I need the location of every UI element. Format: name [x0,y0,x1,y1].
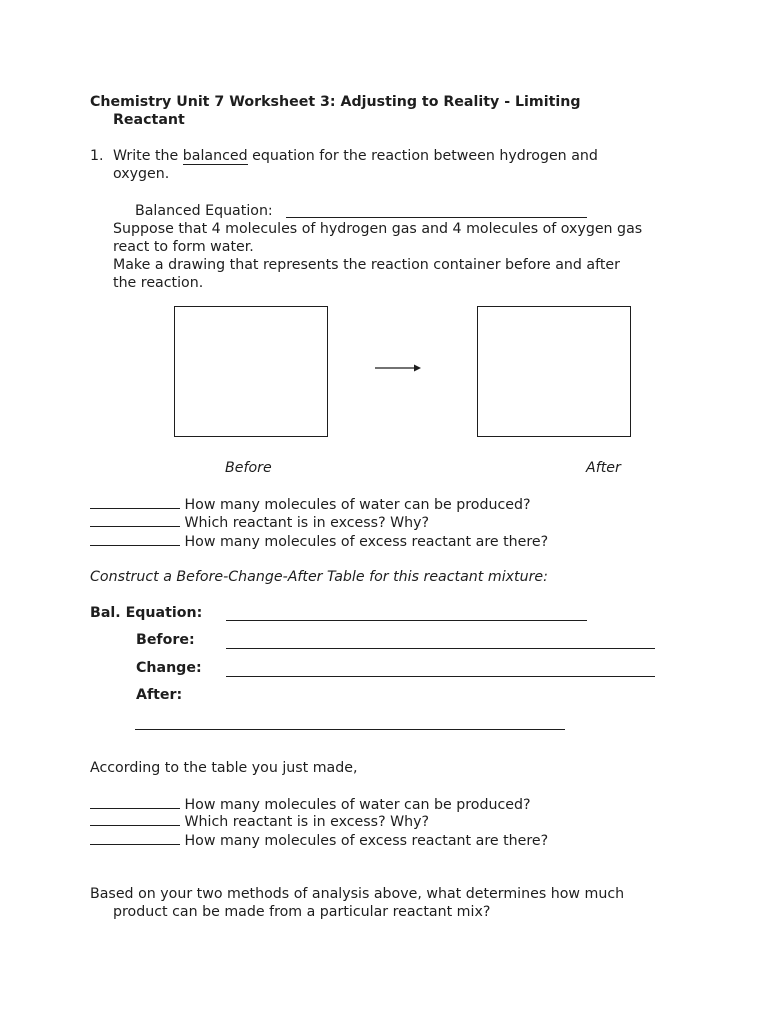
q1-prompt-underlined: balanced [182,148,248,164]
answer-blank[interactable] [90,532,180,546]
question-row [90,532,548,551]
bca-after-blank[interactable] [135,729,565,730]
question-text: Which reactant is in excess? Why? [184,515,430,531]
final-question: Based on your two methods of analysis above, what determines how much [90,886,625,902]
question-row [90,513,429,532]
question-text: How many molecules of water can be produced? [184,497,531,513]
after-caption: After [586,460,621,476]
question-text: How many molecules of excess reactant are there? [184,833,549,849]
answer-blank[interactable] [90,795,180,809]
before-caption: Before [225,460,272,476]
bca-change-blank[interactable] [226,676,655,677]
q1-number: 1. [90,148,104,164]
bca-change-label: Change: [136,660,202,676]
answer-blank[interactable] [90,812,180,826]
bca-after-label: After: [136,687,183,703]
before-drawing-box[interactable] [174,306,328,437]
suppose-text-line2: react to form water. [113,239,254,255]
bca-before-label: Before: [136,632,195,648]
bca-before-blank[interactable] [226,648,655,649]
question-row [90,831,548,850]
bal-equation-label: Bal. Equation: [90,605,203,621]
worksheet-title: Chemistry Unit 7 Worksheet 3: Adjusting to Reality - Limiting [90,94,581,110]
question-text: How many molecules of water can be produced? [184,797,531,813]
q1-prompt-line2: oxygen. [113,166,170,182]
answer-blank[interactable] [90,495,180,509]
balanced-equation-blank[interactable] [286,217,587,218]
balanced-equation-label: Balanced Equation: [135,203,273,219]
q1-prompt [113,147,598,165]
reaction-arrow-icon [374,362,424,374]
answer-blank[interactable] [90,513,180,527]
final-question-line2: product can be made from a particular reactant mix? [113,904,491,920]
answer-blank[interactable] [90,831,180,845]
drawing-instruction: Make a drawing that represents the reaction container before and after [113,257,620,273]
q1-prompt-post: equation for the reaction between hydrogen and [247,148,598,164]
bal-equation-blank[interactable] [226,620,587,621]
q1-prompt-pre: Write the [113,148,183,164]
suppose-text: Suppose that 4 molecules of hydrogen gas and 4 molecules of oxygen gas [113,221,643,237]
question-row [90,495,531,514]
after-drawing-box[interactable] [477,306,631,437]
bca-instruction: Construct a Before-Change-After Table for this reactant mixture: [90,569,548,585]
according-text: According to the table you just made, [90,760,358,776]
question-text: Which reactant is in excess? Why? [184,814,430,830]
question-row [90,812,429,831]
question-text: How many molecules of excess reactant are there? [184,534,549,550]
worksheet-title-line2: Reactant [113,112,185,128]
drawing-instruction-line2: the reaction. [113,275,204,291]
